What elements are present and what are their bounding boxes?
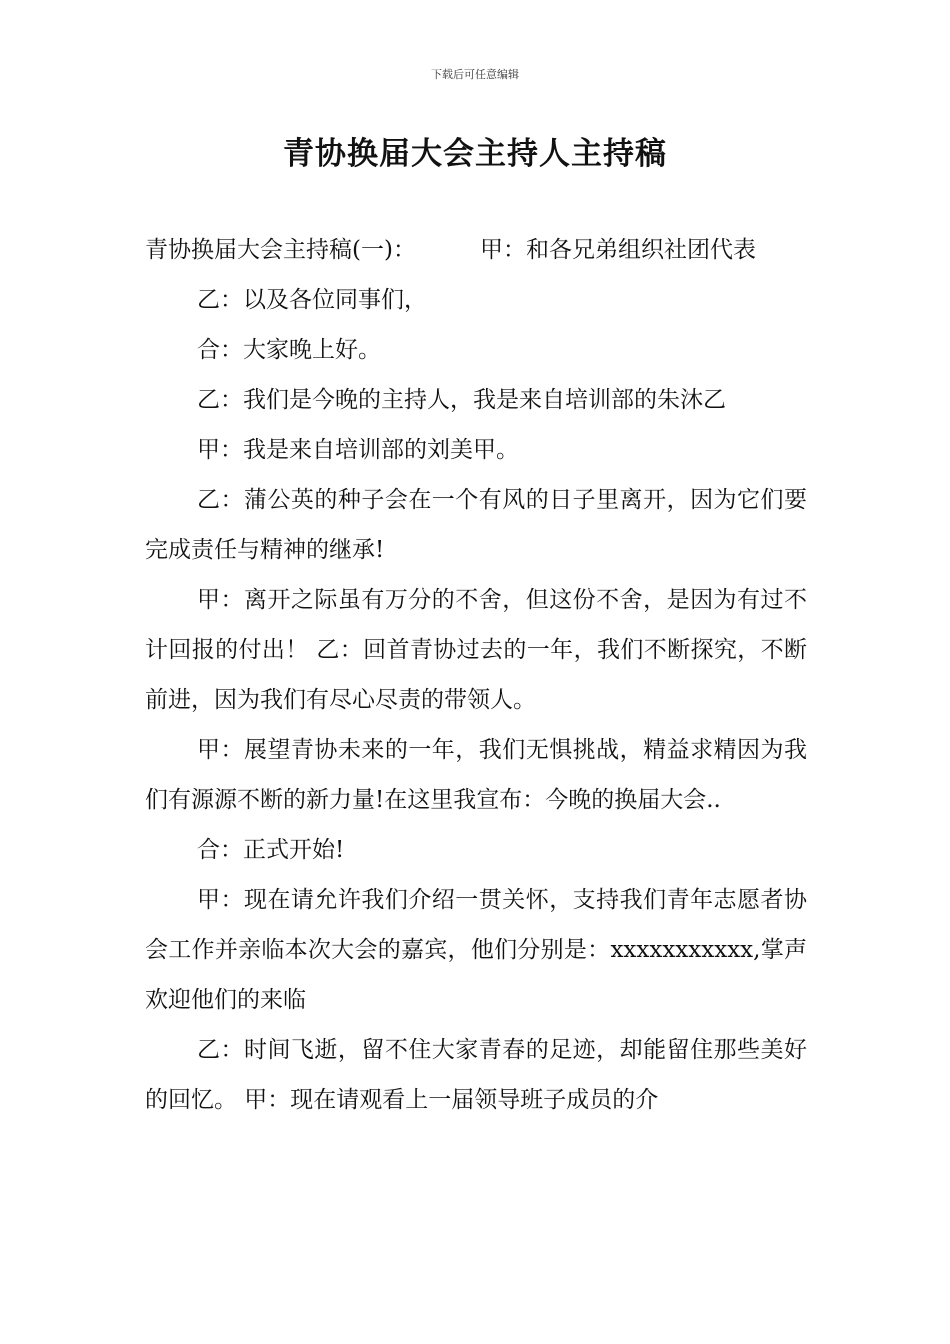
paragraph: 合：正式开始!	[197, 837, 345, 863]
document-body	[145, 225, 807, 1125]
paragraph: 合：大家晚上好。	[197, 337, 381, 363]
paragraph: 甲：现在请允许我们介绍一贯关怀，支持我们青年志愿者协会工作并亲临本次大会的嘉宾，他们分别是：xxxxxxxxxxx,掌声欢迎他们的来临	[145, 887, 807, 1013]
document-title: 青协换届大会主持人主持稿	[283, 136, 667, 172]
paragraph: 甲：离开之际虽有万分的不舍，但这份不舍，是因为有过不计回报的付出！ 乙：回首青协过去的一年，我们不断探究，不断前进，因为我们有尽心尽责的带领人。	[145, 587, 807, 713]
paragraph: 乙：时间飞逝，留不住大家青春的足迹，却能留住那些美好的回忆。 甲：现在请观看上一届领导班子成员的介	[145, 1037, 807, 1113]
paragraph: 乙：以及各位同事们，	[197, 287, 427, 313]
paragraph: 乙：蒲公英的种子会在一个有风的日子里离开，因为它们要完成责任与精神的继承!	[145, 487, 807, 563]
paragraph-intro-line: 甲：和各兄弟组织社团代表	[479, 237, 756, 263]
paragraph: 甲：我是来自培训部的刘美甲。	[197, 437, 519, 463]
header-note: 下载后可任意编辑	[431, 68, 519, 81]
paragraph: 乙：我们是今晚的主持人，我是来自培训部的朱沐乙	[197, 387, 726, 413]
paragraph-intro-heading: 青协换届大会主持稿(一)：	[145, 237, 416, 263]
paragraph: 甲：展望青协未来的一年，我们无惧挑战，精益求精因为我们有源源不断的新力量!在这里我宣布：今晚的换届大会..	[145, 737, 807, 813]
paragraph-intro	[145, 225, 807, 275]
